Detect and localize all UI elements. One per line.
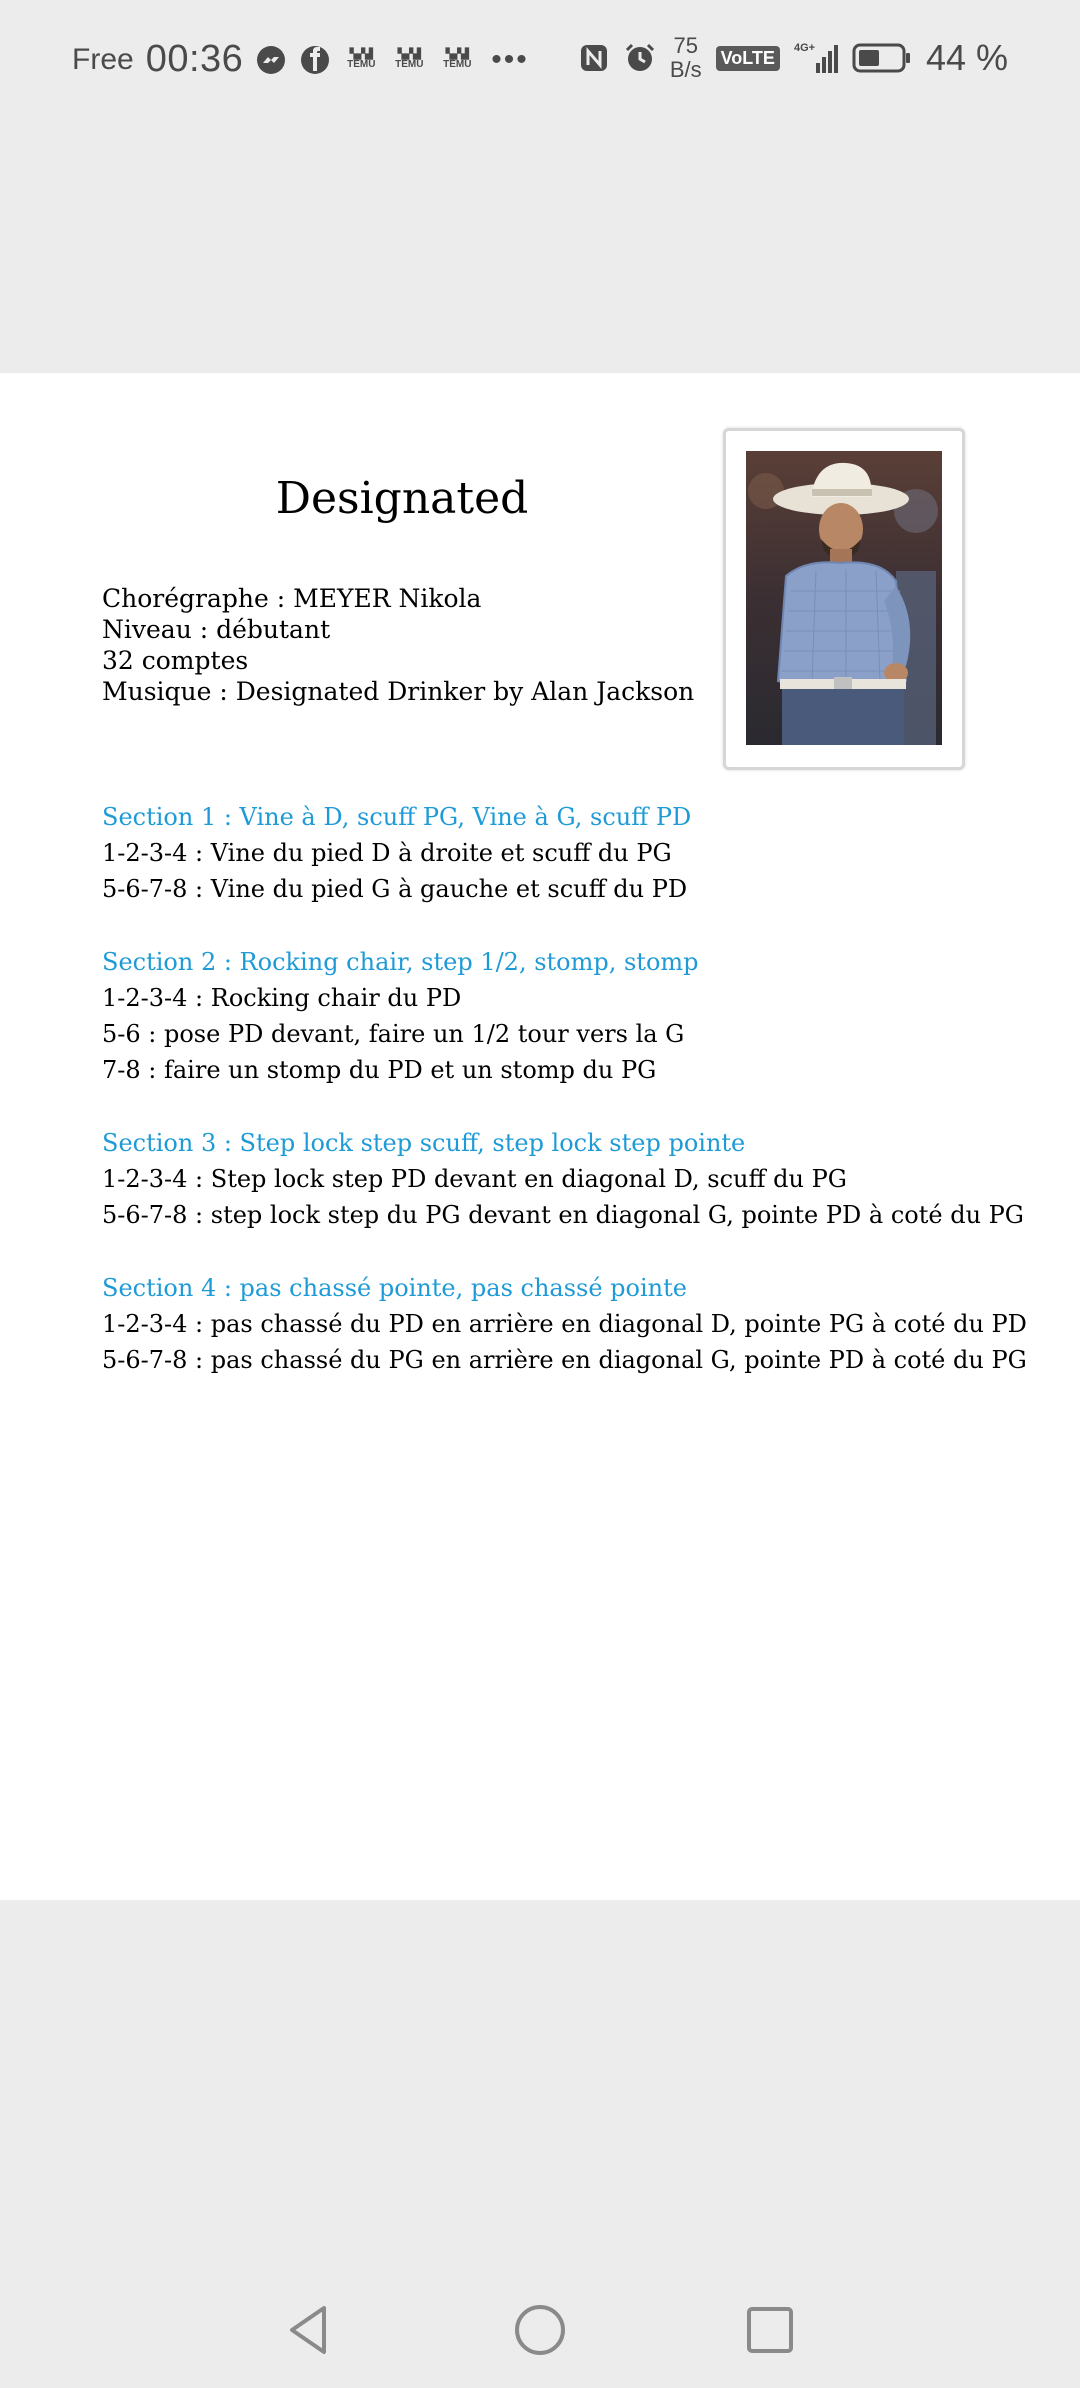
recents-button[interactable] xyxy=(742,2302,798,2358)
temu-icon: ▚▞▟ TEMU xyxy=(347,48,376,70)
music-line: Musique : Designated Drinker by Alan Jackson xyxy=(102,677,695,706)
battery-percent: 44 % xyxy=(925,37,1008,78)
home-icon xyxy=(512,2302,568,2358)
temu-icon: ▚▞▟ TEMU xyxy=(443,48,472,70)
section-title: Section 4 : pas chassé pointe, pas chassé pointe xyxy=(102,1274,687,1302)
step-line: 1-2-3-4 : Rocking chair du PD xyxy=(102,984,462,1012)
step-line: 1-2-3-4 : pas chassé du PD en arrière en diagonal D, pointe PG à coté du PD xyxy=(102,1310,1027,1338)
facebook-icon xyxy=(299,44,331,76)
level-line: Niveau : débutant xyxy=(102,615,331,644)
step-sections xyxy=(102,799,1027,1415)
status-left xyxy=(72,38,529,81)
temu-label: TEMU xyxy=(395,58,424,70)
section-4 xyxy=(102,1270,1027,1378)
step-line: 5-6-7-8 : pas chassé du PG en arrière en diagonal G, pointe PD à coté du PG xyxy=(102,1346,1027,1374)
document-title: Designated xyxy=(275,473,529,524)
status-bar xyxy=(0,0,1080,120)
step-line: 5-6-7-8 : step lock step du PG devant en diagonal G, pointe PD à coté du PG xyxy=(102,1201,1024,1229)
back-button[interactable] xyxy=(282,2302,338,2358)
svg-text:4G+: 4G+ xyxy=(793,42,816,54)
network-speed-unit: B/s xyxy=(669,57,702,82)
carrier-name: Free xyxy=(72,42,134,76)
counts-line: 32 comptes xyxy=(102,646,249,675)
nfc-icon xyxy=(578,42,610,74)
step-line: 1-2-3-4 : Step lock step PD devant en diagonal D, scuff du PG xyxy=(102,1165,847,1193)
document-page[interactable] xyxy=(0,373,1080,1900)
status-right xyxy=(578,34,1008,82)
messenger-icon xyxy=(255,44,287,76)
choreographer-photo xyxy=(746,451,942,745)
temu-icon: ▚▞▟ TEMU xyxy=(395,48,424,70)
network-speed-value: 75 xyxy=(673,33,698,58)
alarm-icon xyxy=(624,42,656,74)
choreographer-line: Chorégraphe : MEYER Nikola xyxy=(102,584,482,613)
clock: 00:36 xyxy=(145,38,244,80)
more-notifications-icon: ••• xyxy=(491,42,529,76)
section-title: Section 1 : Vine à D, scuff PG, Vine à G, scuff PD xyxy=(102,803,692,831)
section-title: Section 2 : Rocking chair, step 1/2, stomp, stomp xyxy=(102,948,699,976)
dance-info xyxy=(102,583,694,707)
step-line: 5-6-7-8 : Vine du pied G à gauche et scuff du PD xyxy=(102,875,688,903)
step-line: 5-6 : pose PD devant, faire un 1/2 tour vers la G xyxy=(102,1020,685,1048)
section-3 xyxy=(102,1125,1024,1233)
step-line: 1-2-3-4 : Vine du pied D à droite et scuff du PG xyxy=(102,839,672,867)
recents-icon xyxy=(742,2302,798,2358)
volte-badge: VoLTE xyxy=(716,46,780,71)
temu-label: TEMU xyxy=(347,58,376,70)
network-speed xyxy=(670,34,702,82)
section-2 xyxy=(102,944,1002,1088)
temu-label: TEMU xyxy=(443,58,472,70)
navigation-bar xyxy=(0,2272,1080,2388)
choreographer-photo-frame xyxy=(723,428,965,770)
battery-icon xyxy=(852,42,912,74)
home-button[interactable] xyxy=(512,2302,568,2358)
section-1 xyxy=(102,799,1002,907)
section-title: Section 3 : Step lock step scuff, step lock step pointe xyxy=(102,1129,746,1157)
signal-icon xyxy=(794,42,838,74)
step-line: 7-8 : faire un stomp du PD et un stomp du PG xyxy=(102,1056,657,1084)
back-icon xyxy=(282,2302,338,2358)
